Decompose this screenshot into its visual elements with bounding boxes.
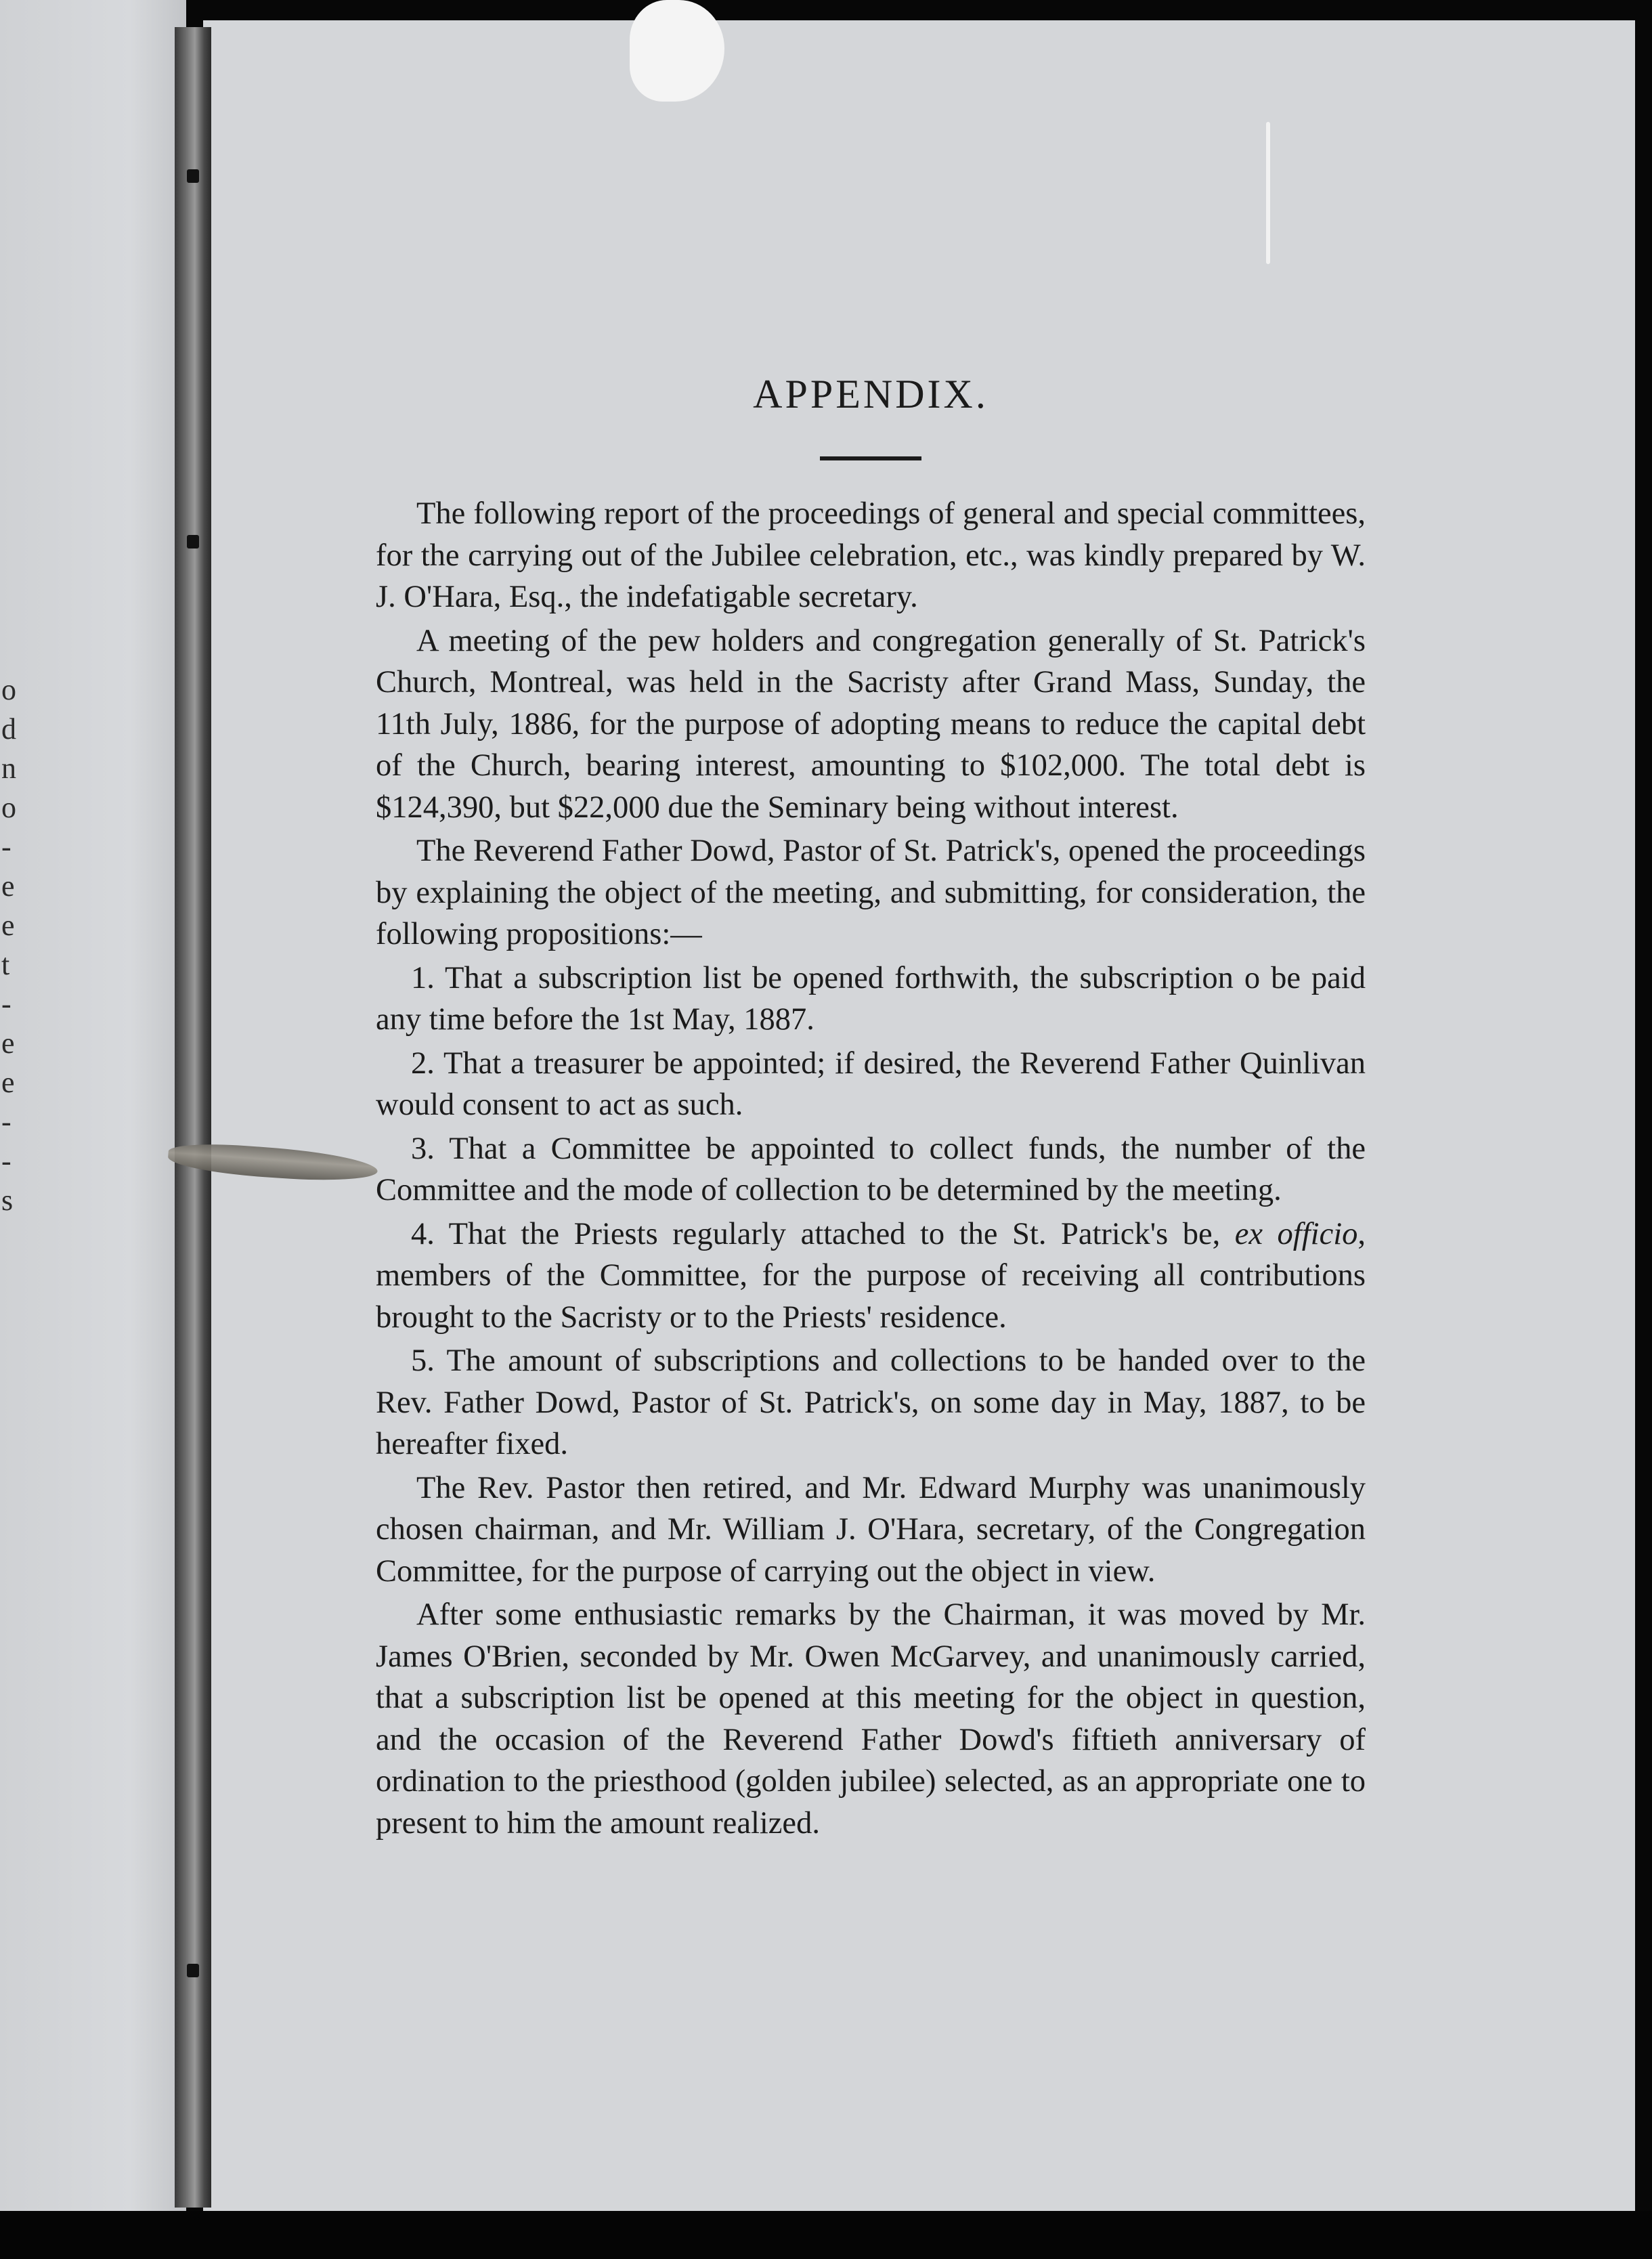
paragraph-meeting: A meeting of the pew holders and congregation generally of St. Patrick's Church, Montreal, was held in the Sacristy after Grand Mass, Sunday, the 11th July, 1886, for the purpose of adopting means to reduce the capital debt of the Church, bearing interest, amounting to $102,000. The total debt is $124,390, but $22,000 due the Seminary being without interest.	[376, 623, 1366, 825]
proposition-3: 3. That a Committee be appointed to collect funds, the number of the Committee and the mode of collection to be determined by the meeting.	[376, 1131, 1366, 1207]
paragraph-motion: After some enthusiastic remarks by the Chairman, it was moved by Mr. James O'Brien, seconded by Mr. Owen McGarvey, and unanimously carried, that a subscription list be opened at this meeting for the object in question, and the occasion of the Reverend Father Dowd's fiftieth anniversary of ordination to the priesthood (golden jubilee) selected, as an appropriate one to present to him the amount realized.	[376, 1597, 1366, 1841]
facing-page-letter: -	[1, 830, 12, 863]
binding-mark	[187, 535, 199, 548]
scan-streak	[1266, 122, 1270, 264]
facing-page-edge	[0, 0, 186, 2259]
proposition-1: 1. That a subscription list be opened forthwith, the subscription o be paid any time before the 1st May, 1887.	[376, 960, 1366, 1037]
title-rule	[820, 456, 921, 460]
paragraph-chairman: The Rev. Pastor then retired, and Mr. Edward Murphy was unanimously chosen chairman, and Mr. William J. O'Hara, secretary, of the Congregation Committee, for the purpose of carrying out the object in view.	[376, 1470, 1366, 1589]
proposition-5: 5. The amount of subscriptions and collections to be handed over to the Rev. Father Dowd, Pastor of St. Patrick's, on some day in May, 1887, to be hereafter fixed.	[376, 1343, 1366, 1461]
facing-page-letter: -	[1, 987, 12, 1020]
facing-page-letter: -	[1, 1144, 12, 1178]
facing-page-letter: e	[1, 1027, 15, 1060]
facing-page-letter: o	[1, 673, 16, 706]
facing-page-margin-text	[1, 670, 22, 1220]
facing-page-letter: e	[1, 869, 15, 903]
facing-page-letter: o	[1, 791, 16, 824]
binding-mark	[187, 169, 199, 183]
binding-mark	[187, 1964, 199, 1977]
appendix-text-block	[376, 366, 1366, 1844]
scan-border	[0, 2211, 1652, 2259]
facing-page-letter: n	[1, 752, 16, 785]
paragraph-propositions-intro: The Reverend Father Dowd, Pastor of St. Patrick's, opened the proceedings by explaining the object of the meeting, and submitting, for consideration, the following propositions:—	[376, 834, 1366, 951]
facing-page-letter: e	[1, 1066, 15, 1099]
facing-page-letter: s	[1, 1184, 14, 1217]
paragraph-intro: The following report of the proceedings of general and special committees, for the carrying out of the Jubilee celebration, etc., was kindly prepared by W. J. O'Hara, Esq., the indefatigable secretary.	[376, 496, 1366, 614]
book-gutter	[175, 27, 211, 2208]
proposition-2: 2. That a treasurer be appointed; if desired, the Reverend Father Quinlivan would consent to act as such.	[376, 1046, 1366, 1122]
page-title: APPENDIX.	[753, 372, 988, 416]
facing-page-letter: t	[1, 948, 10, 981]
proposition-4: 4. That the Priests regularly attached to the St. Patrick's be, ex officio, members of the Committee, for the purpose of receiving all contributions brought to the Sacristy or to the Priests' residence.	[376, 1216, 1366, 1335]
facing-page-letter: -	[1, 1105, 12, 1138]
facing-page-letter: e	[1, 909, 15, 942]
facing-page-letter: d	[1, 712, 16, 746]
